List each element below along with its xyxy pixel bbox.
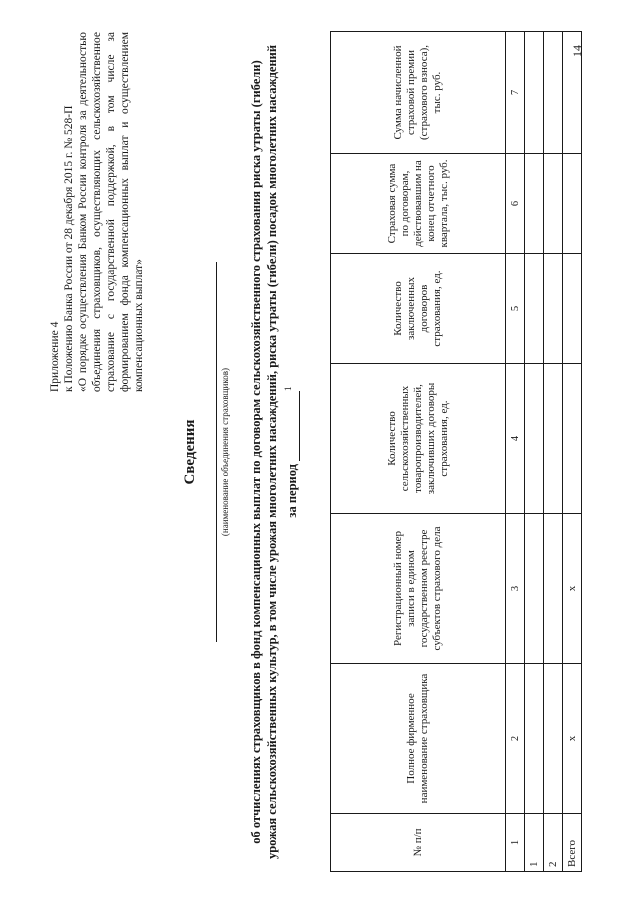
column-number: 7 — [506, 32, 525, 154]
document-title: Сведения — [182, 419, 198, 485]
column-number: 1 — [506, 814, 525, 872]
header-cell-contracts-count: Количество заключенных договоров страхования, ед. — [331, 254, 506, 364]
appendix-number: Приложение 4 — [49, 321, 61, 392]
table-cell: х — [563, 514, 582, 664]
table-cell — [544, 514, 563, 664]
header-cell-premium-sum: Сумма начисленной страховой премии (страхового взноса), тыс. руб. — [331, 32, 506, 154]
table-cell — [544, 664, 563, 814]
table-row — [544, 32, 563, 872]
table-cell — [563, 364, 582, 514]
appendix-reference: к Положению Банка России от 28 декабря 2015 г. № 528-П — [63, 105, 75, 392]
subtitle-text: об отчислениях страховщиков в фонд компенсационных выплат по договорам сельскохозяйственного страхования риска утраты (гибели) урожая сельскохозяйственных культур, в том числе урожая многолетних насаждений, риска утраты (гибели) посадок многолетних насаждений за период — [249, 44, 300, 860]
data-table — [330, 31, 582, 872]
table-cell — [525, 254, 544, 364]
column-number-row — [506, 32, 525, 872]
table-cell — [544, 154, 563, 254]
page-number: 14 — [570, 45, 584, 57]
table-cell — [563, 254, 582, 364]
header-cell-insurer-name: Полное фирменное наименование страховщика — [331, 664, 506, 814]
table-cell — [563, 154, 582, 254]
table-cell — [525, 664, 544, 814]
document-page — [40, 22, 600, 882]
table-cell — [544, 32, 563, 154]
table-row — [525, 32, 544, 872]
org-name-caption: (наименование объединения страховщиков) — [220, 367, 230, 537]
table-cell — [525, 154, 544, 254]
table-cell — [544, 254, 563, 364]
column-number: 3 — [506, 514, 525, 664]
table-cell — [525, 32, 544, 154]
column-number: 6 — [506, 154, 525, 254]
document-subtitle — [248, 42, 300, 862]
period-blank — [287, 391, 300, 461]
table-cell — [544, 364, 563, 514]
column-number: 5 — [506, 254, 525, 364]
appendix-block — [48, 32, 146, 392]
table-cell — [525, 514, 544, 664]
column-number: 2 — [506, 664, 525, 814]
footnote-mark: 1 — [283, 386, 293, 391]
org-name-line — [216, 262, 217, 642]
table-header-row — [331, 32, 506, 872]
column-number: 4 — [506, 364, 525, 514]
appendix-regulation-title: «О порядке осуществления Банком России контроля за деятельностью объединения страховщиков, осуществляющих сельскохозяйственное страхование с государственной поддержкой, в том числе за формированием фонда компенсационных выплат и осуществлением компенсационных выплат» — [77, 32, 145, 392]
table-cell: 2 — [544, 814, 563, 872]
header-cell-registration-number: Регистрационный номер записи в едином государственном реестре субъектов страхового дела — [331, 514, 506, 664]
header-cell-number: № п/п — [331, 814, 506, 872]
header-cell-producers-count: Количество сельскохозяйственных товаропроизводителей, заключивших договоры страхования, ед. — [331, 364, 506, 514]
table-cell — [525, 364, 544, 514]
header-cell-insured-sum: Страховая сумма по договорам, действовавшим на конец отчетного квартала, тыс. руб. — [331, 154, 506, 254]
table-cell: х — [563, 664, 582, 814]
table-total-row — [563, 32, 582, 872]
table-cell-total-label: Всего — [563, 814, 582, 872]
table-cell: 1 — [525, 814, 544, 872]
